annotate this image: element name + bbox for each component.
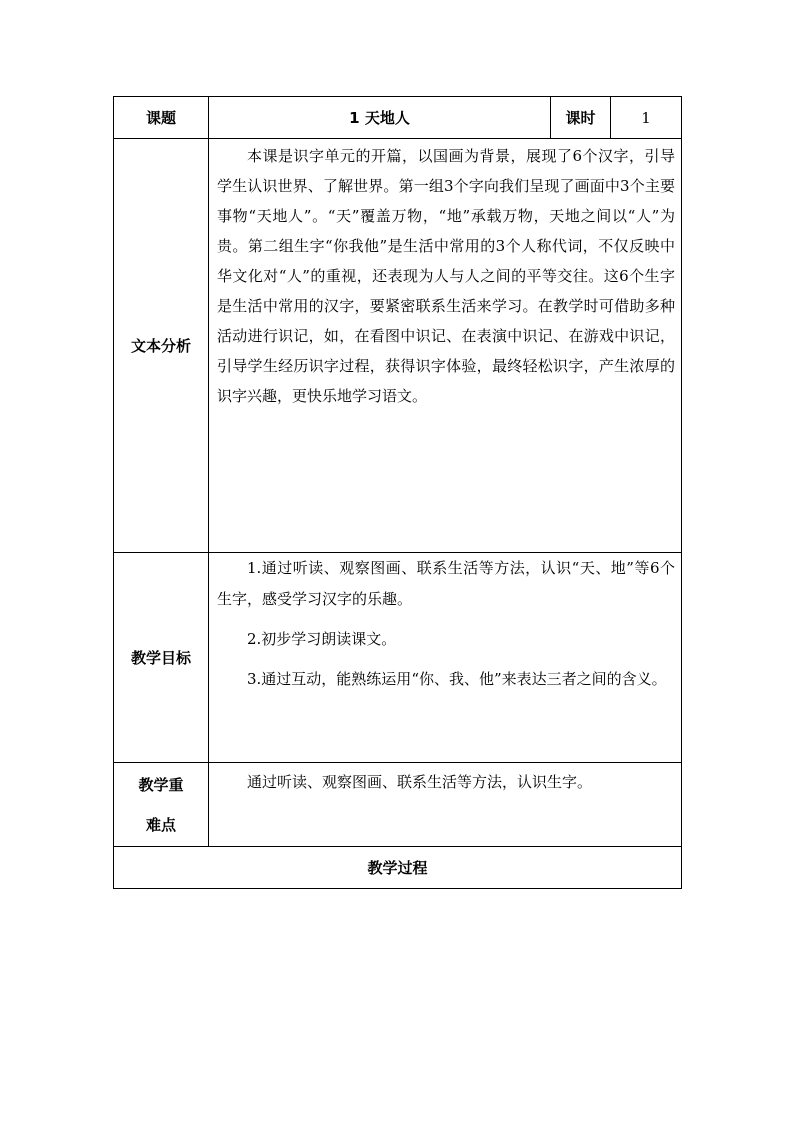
key-difficulties-label-cell — [114, 763, 209, 847]
teaching-goal-item-2: 2.初步学习朗读课文。 — [247, 630, 397, 648]
teaching-goals-row — [114, 553, 682, 763]
text-analysis-label: 文本分析 — [114, 139, 209, 553]
period-value: 1 — [611, 97, 682, 139]
text-analysis-content: 本课是识字单元的开篇，以国画为背景，展现了6个汉字，引导学生认识世界、了解世界。第一组3个字向我们呈现了画面中3个主要事物“天地人”。“天”覆盖万物，“地”承载万物，天地之间以“人”为贵。第二组生字“你我他”是生活中常用的3个人称代词，不仅反映中华文化对“人”的重视，还表现为人与人之间的平等交往。这6个生字是生活中常用的汉字，要紧密联系生活来学习。在教学时可借助多种活动进行识记，如，在看图中识记、在表演中识记、在游戏中识记，引导学生经历识字过程，获得识字体验，最终轻松识字，产生浓厚的识字兴趣，更快乐地学习语文。 — [217, 147, 675, 405]
teaching-goals-label: 教学目标 — [114, 553, 209, 763]
topic-label: 课题 — [114, 97, 209, 139]
header-row — [114, 97, 682, 139]
key-difficulties-row — [114, 763, 682, 847]
teaching-goal-item-3: 3.通过互动，能熟练运用“你、我、他”来表达三者之间的含义。 — [247, 670, 667, 688]
teaching-goals-cell — [209, 553, 682, 763]
lesson-plan-table — [113, 96, 682, 889]
teaching-process-heading: 教学过程 — [114, 847, 682, 889]
text-analysis-cell — [209, 139, 682, 553]
key-difficulties-content: 通过听读、观察图画、联系生活等方法，认识生字。 — [247, 773, 593, 791]
topic-value: 1 天地人 — [209, 97, 551, 139]
key-difficulties-label: 教学重难点 — [138, 775, 184, 834]
key-difficulties-cell — [209, 763, 682, 847]
period-label: 课时 — [551, 97, 611, 139]
teaching-goal-item-1: 1.通过听读、观察图画、联系生活等方法，认识“天、地”等6个生字，感受学习汉字的乐趣。 — [217, 559, 675, 608]
text-analysis-row — [114, 139, 682, 553]
teaching-process-row — [114, 847, 682, 889]
